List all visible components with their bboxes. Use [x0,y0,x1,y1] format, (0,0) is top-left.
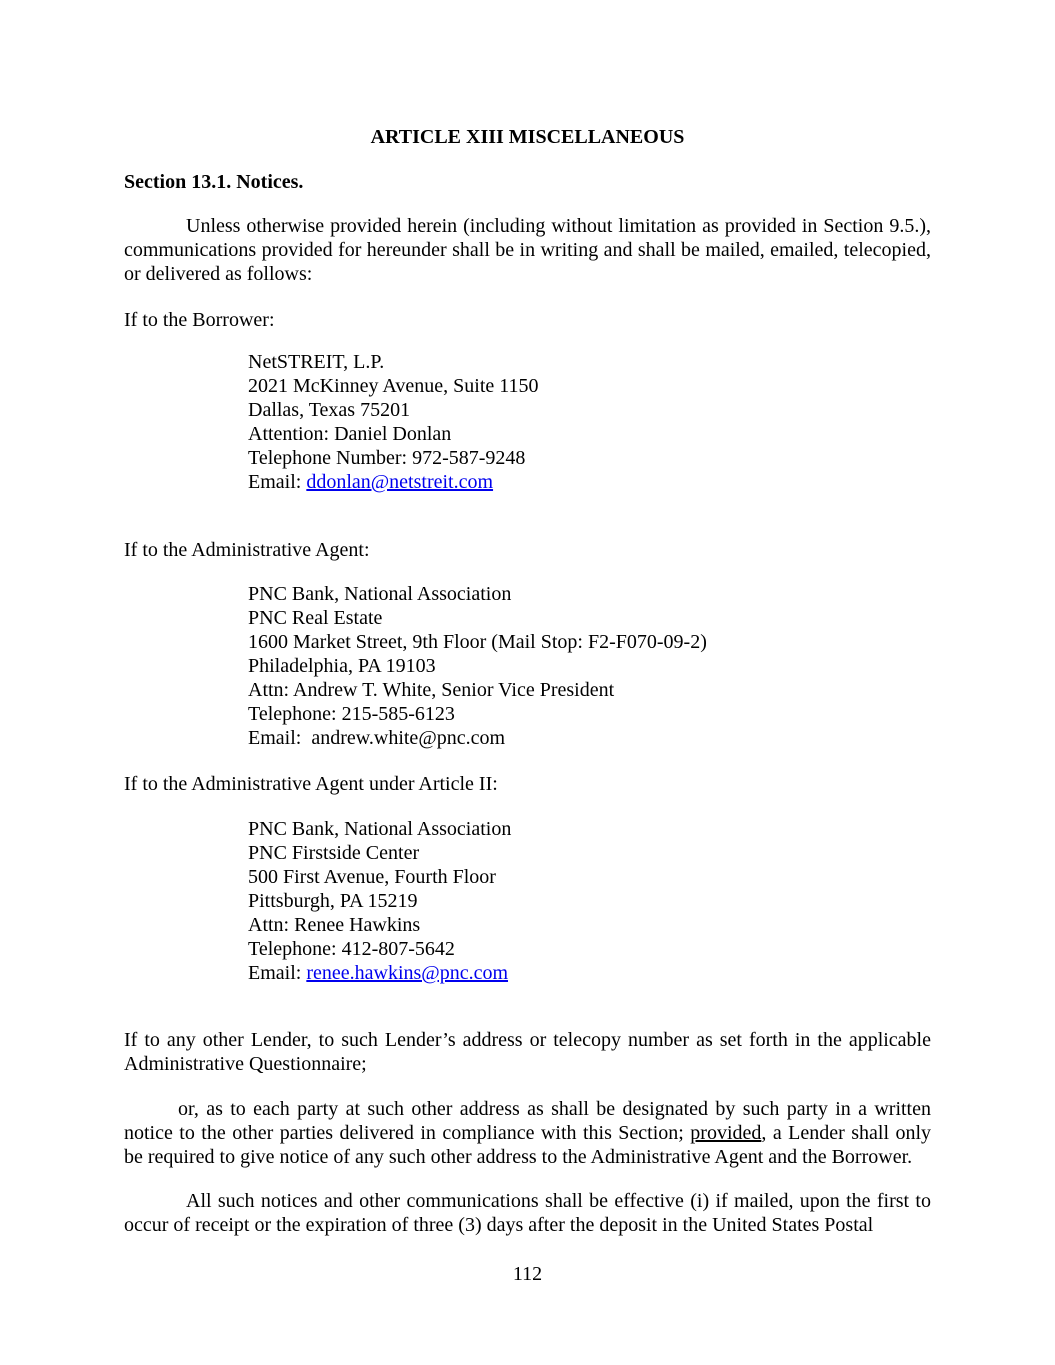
address-line: 2021 McKinney Avenue, Suite 1150 [248,375,539,397]
email-line [248,470,539,494]
email-label: Email: [248,962,307,984]
address-line: Telephone Number: 972-587-9248 [248,447,526,469]
intro-paragraph: Unless otherwise provided herein (including without limitation as provided in Section 9.5.), communications provided for hereunder shall be in writing and shall be mailed, emailed, telecopied, or delivered as follows: [124,215,931,285]
email-line [248,961,511,985]
address-line: PNC Firstside Center [248,842,420,864]
email-label: Email: [248,471,307,493]
address-line: PNC Bank, National Association [248,583,512,605]
borrower-heading: If to the Borrower: [124,309,275,331]
address-line: Pittsburgh, PA 15219 [248,890,418,912]
address-line: PNC Bank, National Association [248,818,512,840]
article-heading: ARTICLE XIII MISCELLANEOUS [370,126,685,148]
paragraph-text: , a Lender shall only be required to give notice of any such other address to the Administrative Agent and the Borrower. [124,1122,932,1168]
email-line: Email: andrew.white@pnc.com [248,727,506,749]
address-line: Attention: Daniel Donlan [248,423,452,445]
admin-agent-art2-address [248,817,511,985]
address-line: NetSTREIT, L.P. [248,351,385,373]
address-line: PNC Real Estate [248,607,383,629]
renee-email-link[interactable]: renee.hawkins@pnc.com [306,962,509,984]
other-lender-paragraph: If to any other Lender, to such Lender’s address or telecopy number as set forth in the applicable Administrative Questionnaire; [124,1029,931,1075]
page-number: 112 [512,1263,543,1285]
effective-paragraph: All such notices and other communications shall be effective (i) if mailed, upon the first to occur of receipt or the expiration of three (3) days after the deposit in the United States Postal [124,1190,931,1236]
borrower-address [248,350,539,494]
address-line: Philadelphia, PA 19103 [248,655,436,677]
provided-term: provided [690,1122,762,1144]
borrower-email-link[interactable]: ddonlan@netstreit.com [306,471,494,493]
address-line: Telephone: 215-585-6123 [248,703,455,725]
admin-agent-address [248,582,707,750]
paragraph-text: or, as to each party at such other address as shall be designated by such party in a written notice to the other parties delivered in compliance with this Section; [124,1098,931,1144]
admin-agent-art2-heading: If to the Administrative Agent under Article II: [124,773,498,795]
admin-agent-heading: If to the Administrative Agent: [124,539,370,561]
section-heading: Section 13.1. Notices. [124,171,304,193]
address-line: Dallas, Texas 75201 [248,399,411,421]
other-address-paragraph [124,1097,931,1169]
address-line: Telephone: 412-807-5642 [248,938,455,960]
address-line: 1600 Market Street, 9th Floor (Mail Stop: F2-F070-09-2) [248,631,707,653]
address-line: Attn: Renee Hawkins [248,914,421,936]
address-line: Attn: Andrew T. White, Senior Vice President [248,679,615,701]
address-line: 500 First Avenue, Fourth Floor [248,866,496,888]
